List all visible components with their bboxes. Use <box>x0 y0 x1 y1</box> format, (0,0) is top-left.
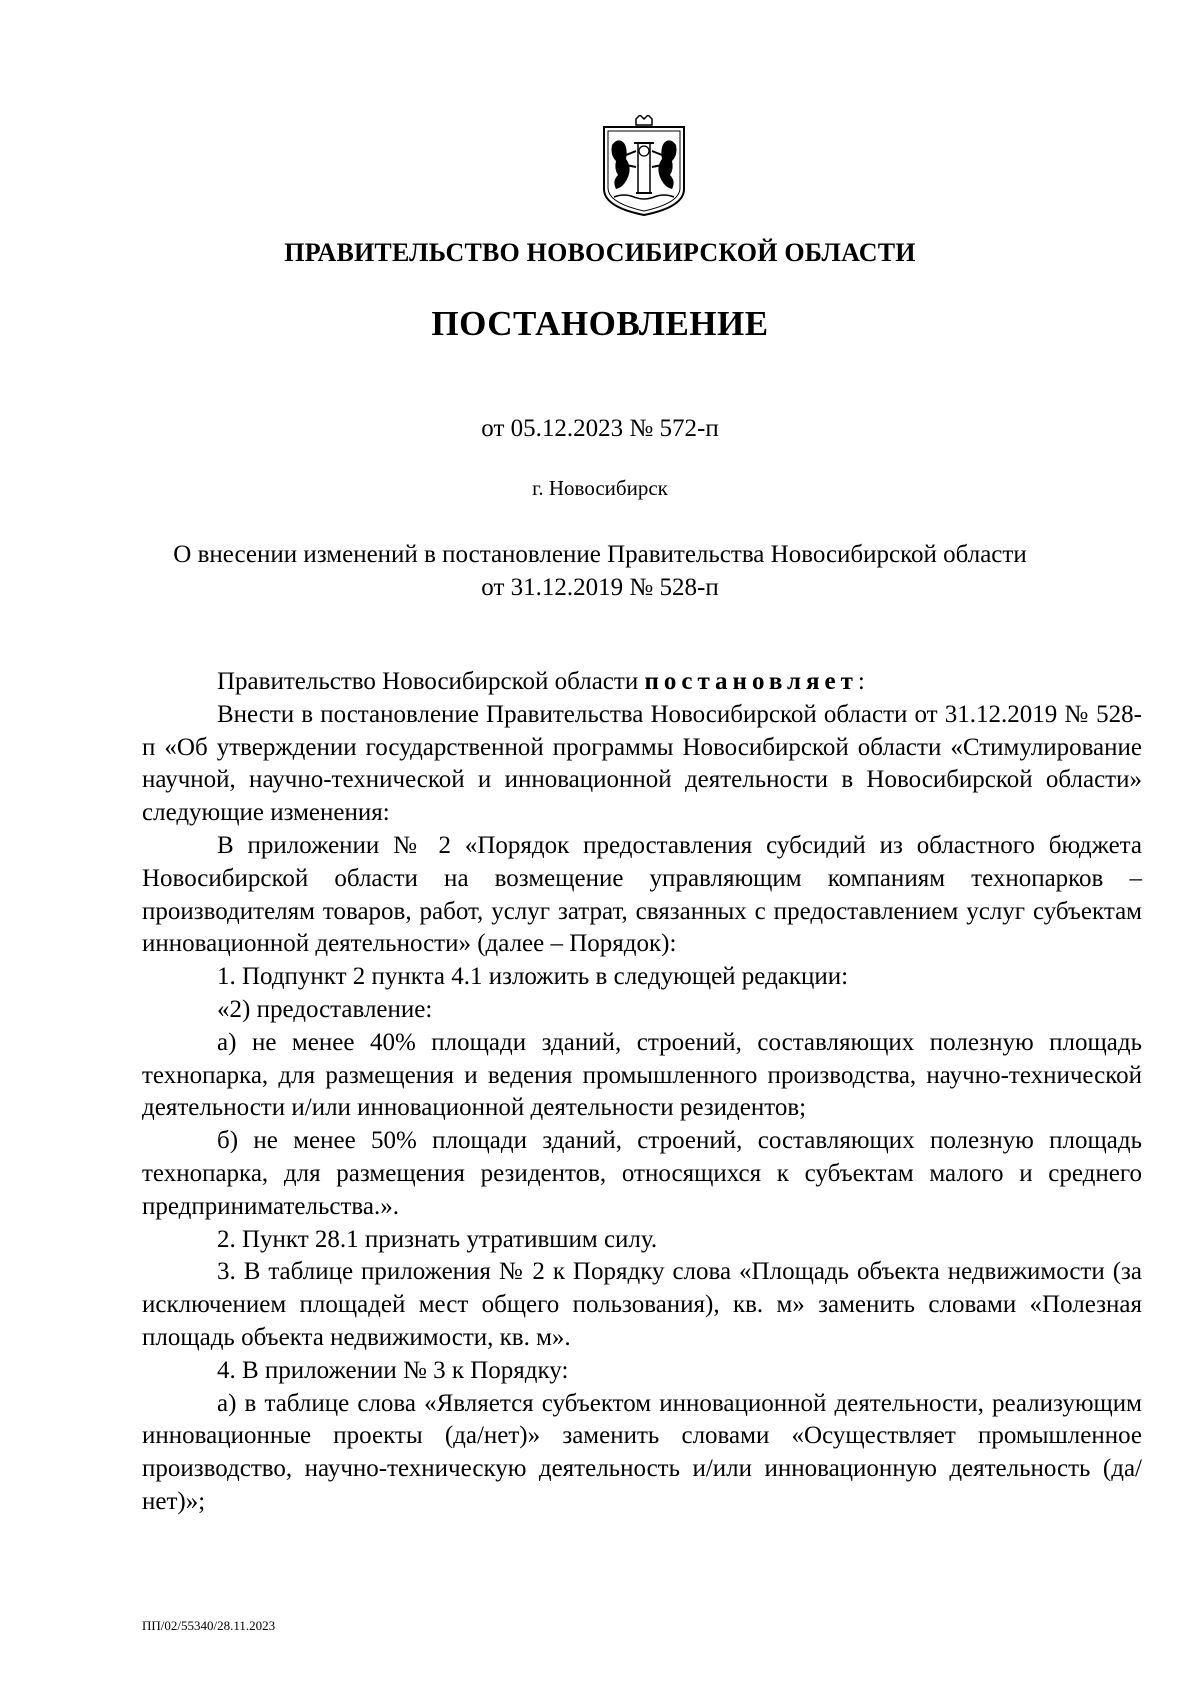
body-paragraph: а) не менее 40% площади зданий, строений, составляющих полезную площадь технопарка, для размещения и ведения промышленного производства, научно-технической деятельности и/или инновационной деятельности резидентов; <box>142 1028 1142 1122</box>
body-paragraph: 4. В приложении № 3 к Порядку: <box>217 1356 569 1384</box>
body-paragraph: а) в таблице слова «Является субъектом инновационной деятельности, реализующим инновационные проекты (да/нет)» заменить словами «Осуществляет промышленное производство, научно-техническую деятельность и/или инновационную деятельность (да/нет)»; <box>142 1389 1142 1515</box>
decree-verb: постановляет <box>644 668 858 695</box>
document-city: г. Новосибирск <box>532 476 668 500</box>
document-footer-code: ПП/02/55340/28.11.2023 <box>142 1618 276 1633</box>
government-name: ПРАВИТЕЛЬСТВО НОВОСИБИРСКОЙ ОБЛАСТИ <box>284 238 916 267</box>
decree-intro-prefix: Правительство Новосибирской области <box>217 668 645 695</box>
novosibirsk-coat-of-arms-icon <box>598 115 690 217</box>
document-type-title: ПОСТАНОВЛЕНИЕ <box>431 304 769 343</box>
body-paragraph: 1. Подпункт 2 пункта 4.1 изложить в следующей редакции: <box>217 963 849 991</box>
body-paragraph: б) не менее 50% площади зданий, строений, составляющих полезную площадь технопарка, для размещения резидентов, относящихся к субъектам малого и среднего предпринимательства.». <box>142 1127 1142 1220</box>
body-paragraph: Внести в постановление Правительства Новосибирской области от 31.12.2019 № 528-п «Об утверждении государственной программы Новосибирской области «Стимулирование научной, научно-технической и инновационной деятельности в Новосибирской области» следующие изменения: <box>142 700 1142 827</box>
decree-intro-suffix: : <box>857 668 865 695</box>
decree-intro-paragraph <box>142 666 1142 699</box>
document-subject: О внесении изменений в постановление Правительства Новосибирской области от 31.12.2019 № 528-п <box>173 541 1027 601</box>
body-paragraph: В приложении № 2 «Порядок предоставления субсидий из областного бюджета Новосибирской области на возмещение управляющим компаниям технопарков – производителям товаров, работ, услуг затрат, связанных с предоставлением услуг субъектам инновационной деятельности» (далее – Порядок): <box>142 831 1142 958</box>
body-paragraph: «2) предоставление: <box>217 995 433 1023</box>
document-body <box>142 666 1142 1519</box>
body-paragraph: 3. В таблице приложения № 2 к Порядку слова «Площадь объекта недвижимости (за исключением площадей мест общего пользования), кв. м» заменить словами «Полезная площадь объекта недвижимости, кв. м». <box>142 1258 1142 1351</box>
body-paragraph: 2. Пункт 28.1 признать утратившим силу. <box>217 1225 658 1253</box>
document-date-number: от 05.12.2023 № 572-п <box>481 415 719 442</box>
